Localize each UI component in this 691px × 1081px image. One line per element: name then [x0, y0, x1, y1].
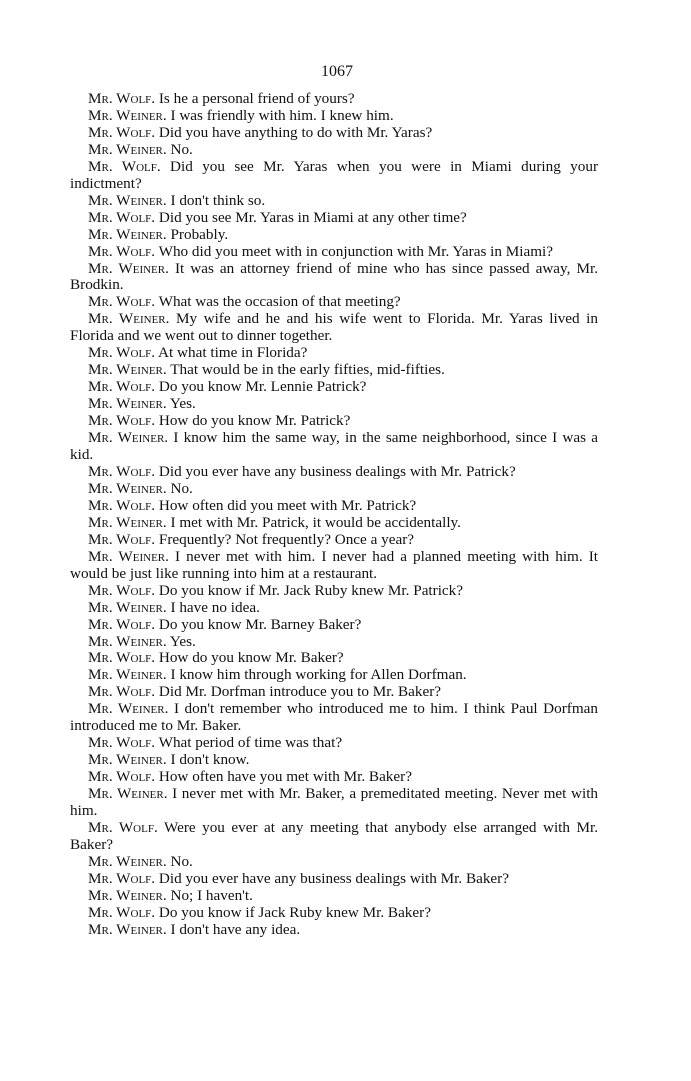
testimony-line [70, 379, 598, 396]
speaker-label: Mr. Wolf. [88, 869, 156, 887]
speaker-label: Mr. Weiner. [88, 191, 167, 209]
speaker-label: Mr. Weiner. [88, 785, 168, 803]
testimony-line [70, 667, 598, 684]
statement-text: Who did you meet with in conjunction with Mr. Yaras in Miami? [158, 242, 554, 260]
statement-text: Yes. [169, 632, 196, 650]
testimony-line [70, 108, 598, 125]
statement-text: Did you see Mr. Yaras in Miami at any other time? [158, 208, 467, 226]
testimony-transcript [70, 91, 598, 939]
testimony-line [70, 159, 598, 193]
speaker-label: Mr. Weiner. [88, 106, 167, 124]
statement-text: No; I haven't. [170, 886, 253, 904]
speaker-label: Mr. Wolf. [88, 344, 156, 362]
statement-text: I know him the same way, in the same neighborhood, since I was a kid. [70, 429, 598, 464]
testimony-line [70, 413, 598, 430]
statement-text: Did you see Mr. Yaras when you were in Miami during your indictment? [70, 157, 599, 192]
testimony-line [70, 210, 598, 227]
statement-text: Frequently? Not frequently? Once a year? [158, 530, 414, 548]
statement-text: Probably. [170, 225, 229, 243]
speaker-label: Mr. Wolf. [88, 412, 156, 430]
speaker-label: Mr. Weiner. [88, 886, 167, 904]
statement-text: I never met with him. I never had a planned meeting with him. It would be just like running into him at a restaurant. [70, 547, 599, 582]
testimony-line [70, 684, 598, 701]
speaker-label: Mr. Wolf. [88, 242, 156, 260]
testimony-line [70, 362, 598, 379]
statement-text: I know him through working for Allen Dorfman. [170, 666, 467, 684]
speaker-label: Mr. Weiner. [88, 751, 167, 769]
testimony-line [70, 922, 598, 939]
statement-text: Did you have anything to do with Mr. Yaras? [158, 123, 433, 141]
speaker-label: Mr. Weiner. [88, 225, 167, 243]
speaker-label: Mr. Weiner. [88, 310, 170, 328]
statement-text: Yes. [169, 395, 196, 413]
testimony-line [70, 854, 598, 871]
speaker-label: Mr. Wolf. [88, 734, 156, 752]
testimony-line [70, 532, 598, 549]
statement-text: How often did you meet with Mr. Patrick? [158, 496, 417, 514]
speaker-label: Mr. Weiner. [88, 513, 167, 531]
statement-text: Did you ever have any business dealings with Mr. Patrick? [158, 462, 516, 480]
testimony-line [70, 261, 598, 295]
speaker-label: Mr. Weiner. [88, 852, 167, 870]
speaker-label: Mr. Wolf. [88, 90, 156, 107]
speaker-label: Mr. Weiner. [88, 140, 167, 158]
statement-text: How do you know Mr. Patrick? [158, 412, 351, 430]
statement-text: What was the occasion of that meeting? [158, 293, 401, 311]
statement-text: My wife and he and his wife went to Florida. Mr. Yaras lived in Florida and we went out to dinner together. [70, 310, 598, 345]
statement-text: Do you know Mr. Lennie Patrick? [158, 378, 367, 396]
testimony-line [70, 396, 598, 413]
speaker-label: Mr. Wolf. [88, 208, 156, 226]
testimony-line [70, 583, 598, 600]
speaker-label: Mr. Wolf. [88, 615, 156, 633]
speaker-label: Mr. Weiner. [88, 259, 169, 277]
testimony-line [70, 888, 598, 905]
testimony-line [70, 142, 598, 159]
statement-text: What period of time was that? [158, 734, 343, 752]
testimony-line [70, 769, 598, 786]
testimony-line [70, 786, 598, 820]
statement-text: How often have you met with Mr. Baker? [158, 768, 412, 786]
testimony-line [70, 294, 598, 311]
speaker-label: Mr. Weiner. [88, 920, 167, 938]
speaker-label: Mr. Wolf. [88, 530, 156, 548]
statement-text: No. [170, 852, 193, 870]
statement-text: How do you know Mr. Baker? [158, 649, 344, 667]
testimony-line [70, 871, 598, 888]
testimony-line [70, 481, 598, 498]
statement-text: Were you ever at any meeting that anybody else arranged with Mr. Baker? [70, 818, 598, 853]
statement-text: That would be in the early fifties, mid-fifties. [170, 361, 445, 379]
statement-text: No. [170, 479, 193, 497]
speaker-label: Mr. Wolf. [88, 123, 156, 141]
statement-text: No. [170, 140, 193, 158]
statement-text: I don't have any idea. [170, 920, 301, 938]
testimony-line [70, 193, 598, 210]
speaker-label: Mr. Wolf. [88, 903, 156, 921]
testimony-line [70, 125, 598, 142]
testimony-line [70, 820, 598, 854]
testimony-line [70, 227, 598, 244]
speaker-label: Mr. Weiner. [88, 632, 167, 650]
speaker-label: Mr. Wolf. [88, 683, 156, 701]
speaker-label: Mr. Wolf. [88, 378, 156, 396]
testimony-line [70, 464, 598, 481]
statement-text: I don't know. [170, 751, 250, 769]
testimony-line [70, 752, 598, 769]
statement-text: I never met with Mr. Baker, a premeditated meeting. Never met with him. [70, 785, 599, 820]
testimony-line [70, 701, 598, 735]
testimony-line [70, 600, 598, 617]
testimony-line [70, 498, 598, 515]
speaker-label: Mr. Wolf. [88, 581, 156, 599]
statement-text: Is he a personal friend of yours? [158, 90, 355, 107]
testimony-line [70, 345, 598, 362]
speaker-label: Mr. Weiner. [88, 429, 169, 447]
statement-text: I was friendly with him. I knew him. [170, 106, 394, 124]
speaker-label: Mr. Wolf. [88, 768, 156, 786]
statement-text: I don't remember who introduced me to him. I think Paul Dorfman introduced me to Mr. Baker. [70, 700, 598, 735]
testimony-line [70, 515, 598, 532]
testimony-line [70, 311, 598, 345]
statement-text: Do you know if Mr. Jack Ruby knew Mr. Patrick? [158, 581, 464, 599]
statement-text: At what time in Florida? [158, 344, 308, 362]
testimony-line [70, 634, 598, 651]
speaker-label: Mr. Weiner. [88, 479, 167, 497]
speaker-label: Mr. Weiner. [88, 395, 167, 413]
statement-text: Did you ever have any business dealings with Mr. Baker? [158, 869, 509, 887]
speaker-label: Mr. Weiner. [88, 547, 169, 565]
testimony-line [70, 244, 598, 261]
statement-text: Did Mr. Dorfman introduce you to Mr. Baker? [158, 683, 442, 701]
statement-text: I met with Mr. Patrick, it would be accidentally. [170, 513, 461, 531]
statement-text: I have no idea. [170, 598, 260, 616]
testimony-line [70, 549, 598, 583]
speaker-label: Mr. Wolf. [88, 157, 161, 175]
testimony-line [70, 430, 598, 464]
speaker-label: Mr. Wolf. [88, 818, 158, 836]
testimony-line [70, 735, 598, 752]
testimony-line [70, 91, 598, 108]
statement-text: I don't think so. [170, 191, 266, 209]
speaker-label: Mr. Wolf. [88, 496, 156, 514]
statement-text: It was an attorney friend of mine who has since passed away, Mr. Brodkin. [70, 259, 598, 294]
testimony-line [70, 617, 598, 634]
speaker-label: Mr. Wolf. [88, 649, 156, 667]
testimony-line [70, 650, 598, 667]
speaker-label: Mr. Wolf. [88, 462, 156, 480]
speaker-label: Mr. Weiner. [88, 700, 169, 718]
testimony-line [70, 905, 598, 922]
speaker-label: Mr. Weiner. [88, 361, 167, 379]
statement-text: Do you know Mr. Barney Baker? [158, 615, 362, 633]
page-number: 1067 [321, 63, 353, 80]
speaker-label: Mr. Wolf. [88, 293, 156, 311]
speaker-label: Mr. Weiner. [88, 666, 167, 684]
statement-text: Do you know if Jack Ruby knew Mr. Baker? [158, 903, 431, 921]
speaker-label: Mr. Weiner. [88, 598, 167, 616]
